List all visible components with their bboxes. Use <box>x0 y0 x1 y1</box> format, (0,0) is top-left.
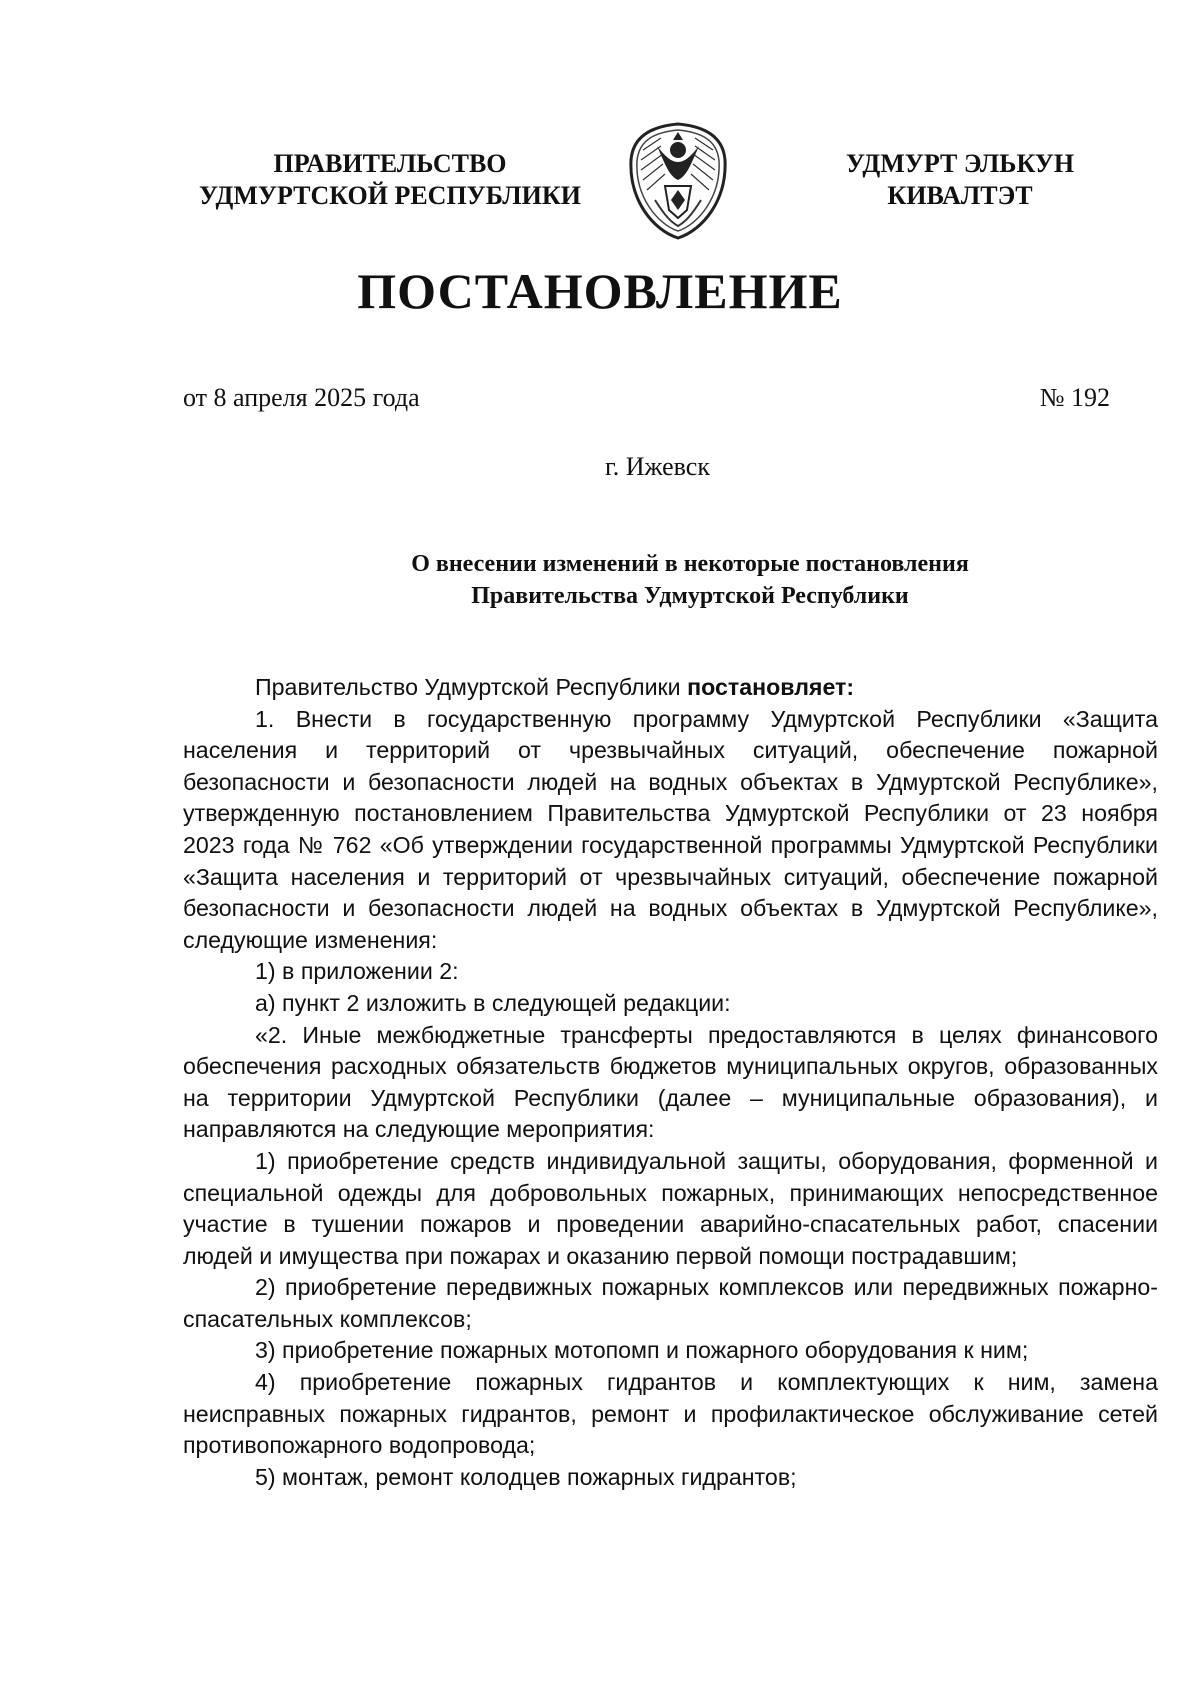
subject-line1: О внесении изменений в некоторые постановления <box>411 551 969 577</box>
body-paragraph: 1. Внести в государственную программу Удмуртской Республики «Защита населения и территорий от чрезвычайных ситуаций, обеспечение пожарной безопасности и безопасности людей на водных объектах в Удмуртской Республике», утвержденную постановлением Правительства Удмуртской Республики от 23 ноября 2023 года № 762 «Об утверждении государственной программы Удмуртской Республики «Защита населения и территорий от чрезвычайных ситуаций, обеспечение пожарной безопасности и безопасности людей на водных объектах в Удмуртской Республике», следующие изменения: <box>183 705 1158 953</box>
body-paragraph: «2. Иные межбюджетные трансферты предоставляются в целях финансового обеспечения расходных обязательств бюджетов муниципальных округов, образованных на территории Удмуртской Республики (далее – муниципальные образования), и направляются на следующие мероприятия: <box>183 1021 1158 1143</box>
document-city: г. Ижевск <box>605 452 710 481</box>
intro-bold: постановляет: <box>687 674 855 700</box>
body-paragraph: 3) приобретение пожарных мотопомп и пожарного оборудования к ним; <box>255 1337 1029 1364</box>
subject-line2: Правительства Удмуртской Республики <box>471 583 909 609</box>
header-left-org-name <box>170 148 610 212</box>
header-right-line2: КИВАЛТЭТ <box>887 181 1033 210</box>
intro-text: Правительство Удмуртской Республики <box>255 674 681 700</box>
header-left-line2: УДМУРТСКОЙ РЕСПУБЛИКИ <box>199 181 581 210</box>
body-intro <box>183 672 1158 704</box>
coat-of-arms-emblem <box>625 120 731 242</box>
document-body <box>183 672 1158 1493</box>
header-left-line1: ПРАВИТЕЛЬСТВО <box>273 149 507 178</box>
body-paragraph: 4) приобретение пожарных гидрантов и комплектующих к ним, замена неисправных пожарных гидрантов, ремонт и профилактическое обслуживание сетей противопожарного водопровода; <box>183 1369 1158 1459</box>
document-subject <box>250 548 1130 612</box>
document-date: от 8 апреля 2025 года <box>183 383 420 412</box>
document-title: ПОСТАНОВЛЕНИЕ <box>357 263 843 319</box>
body-paragraph: а) пункт 2 изложить в следующей редакции: <box>255 989 731 1016</box>
emblem-icon <box>625 120 731 242</box>
body-paragraph: 1) в приложении 2: <box>255 958 459 985</box>
body-paragraph: 5) монтаж, ремонт колодцев пожарных гидрантов; <box>255 1463 797 1490</box>
body-paragraph: 2) приобретение передвижных пожарных комплексов или передвижных пожарно-спасательных комплексов; <box>183 1274 1158 1332</box>
header-right-line1: УДМУРТ ЭЛЬКУН <box>845 149 1075 178</box>
document-number: № 192 <box>1039 383 1110 412</box>
body-paragraph: 1) приобретение средств индивидуальной защиты, оборудования, форменной и специальной одежды для добровольных пожарных, принимающих непосредственное участие в тушении пожаров и проведении аварийно-спасательных работ, спасении людей и имущества при пожарах и оказанию первой помощи пострадавшим; <box>183 1147 1158 1269</box>
header-right-org-name <box>810 148 1110 212</box>
